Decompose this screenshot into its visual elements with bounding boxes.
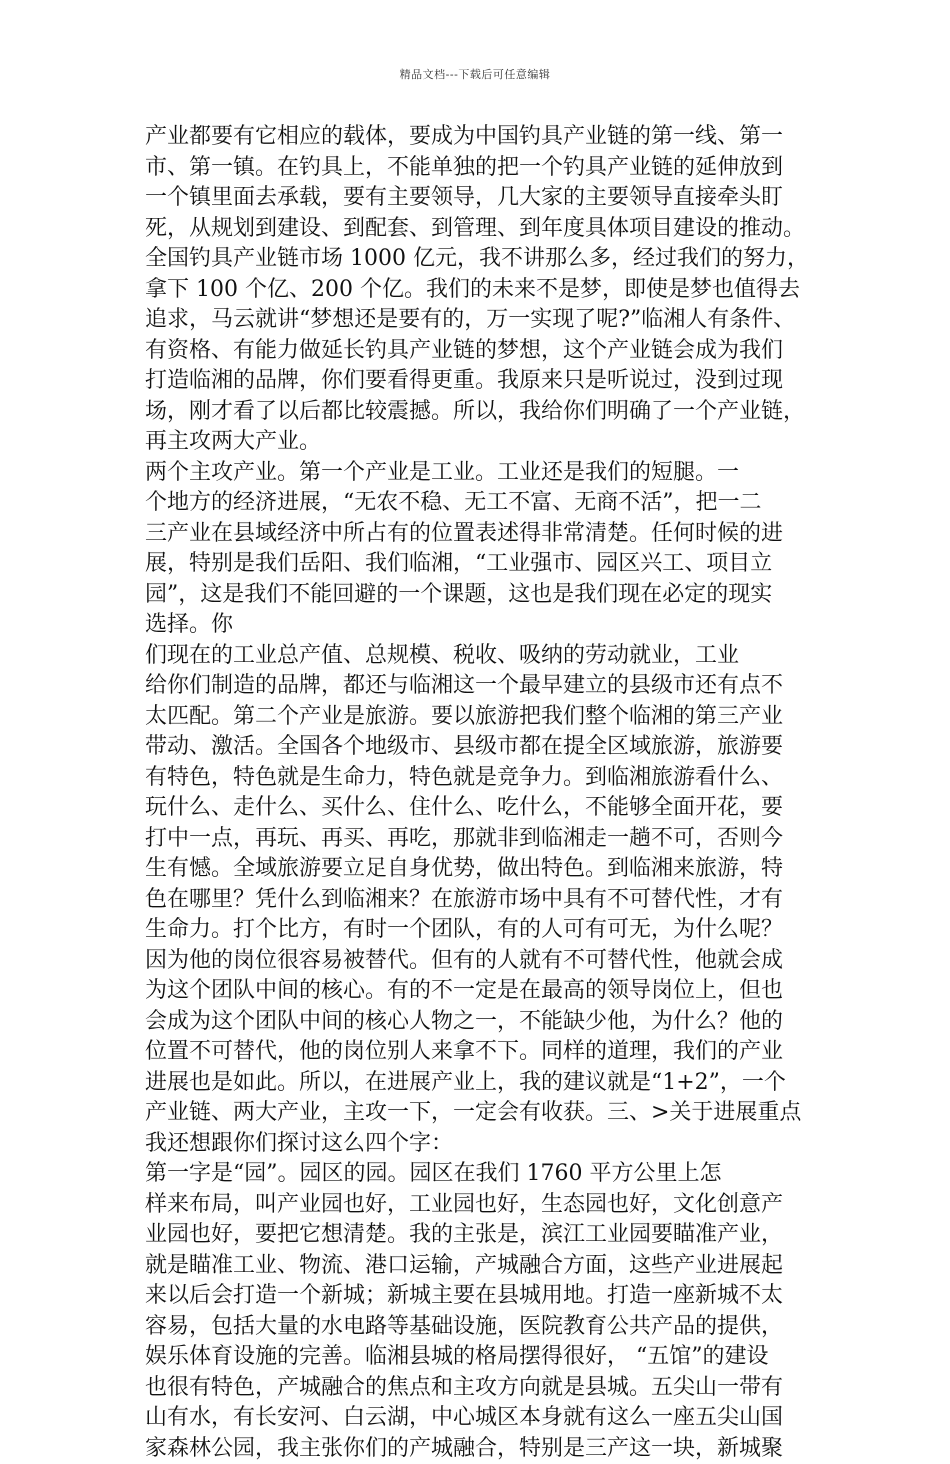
text-line: 为这个团队中间的核心。有的不一定是在最高的领导岗位上，但也 [145, 976, 817, 1007]
text-line: 家森林公园，我主张你们的产城融合，特别是三产这一块，新城聚 [145, 1434, 817, 1464]
text-line: 带动、激活。全国各个地级市、县级市都在提全区域旅游，旅游要 [145, 732, 817, 763]
text-line: 选择。你 [145, 610, 817, 641]
text-line: 我还想跟你们探讨这么四个字： [145, 1129, 817, 1160]
text-line: 个地方的经济进展，“无农不稳、无工不富、无商不活”，把一二 [145, 488, 817, 519]
text-line: 拿下 100 个亿、200 个亿。我们的未来不是梦，即使是梦也值得去 [145, 275, 817, 306]
text-line: 市、第一镇。在钓具上，不能单独的把一个钓具产业链的延伸放到 [145, 153, 817, 184]
text-line: 就是瞄准工业、物流、港口运输，产城融合方面，这些产业进展起 [145, 1251, 817, 1282]
text-line: 全国钓具产业链市场 1000 亿元，我不讲那么多，经过我们的努力， [145, 244, 817, 275]
text-line: 展，特别是我们岳阳、我们临湘，“工业强市、园区兴工、项目立 [145, 549, 817, 580]
text-line: 再主攻两大产业。 [145, 427, 817, 458]
text-line: 位置不可替代，他的岗位别人来拿不下。同样的道理，我们的产业 [145, 1037, 817, 1068]
text-line: 会成为这个团队中间的核心人物之一，不能缺少他，为什么？他的 [145, 1007, 817, 1038]
text-line: 死，从规划到建设、到配套、到管理、到年度具体项目建设的推动。 [145, 214, 817, 245]
text-line: 产业链、两大产业，主攻一下，一定会有收获。三、>关于进展重点 [145, 1098, 817, 1129]
text-line: 园”，这是我们不能回避的一个课题，这也是我们现在必定的现实 [145, 580, 817, 611]
text-line: 生命力。打个比方，有时一个团队，有的人可有可无，为什么呢？ [145, 915, 817, 946]
text-line: 色在哪里？凭什么到临湘来？在旅游市场中具有不可替代性，才有 [145, 885, 817, 916]
document-body [145, 122, 817, 1464]
text-line: 产业都要有它相应的载体，要成为中国钓具产业链的第一线、第一 [145, 122, 817, 153]
text-line: 来以后会打造一个新城；新城主要在县城用地。打造一座新城不太 [145, 1281, 817, 1312]
text-line: 三产业在县域经济中所占有的位置表述得非常清楚。任何时候的进 [145, 519, 817, 550]
text-line: 一个镇里面去承载，要有主要领导，几大家的主要领导直接牵头盯 [145, 183, 817, 214]
text-line: 样来布局，叫产业园也好，工业园也好，生态园也好，文化创意产 [145, 1190, 817, 1221]
text-line: 山有水，有长安河、白云湖，中心城区本身就有这么一座五尖山国 [145, 1403, 817, 1434]
text-line: 们现在的工业总产值、总规模、税收、吸纳的劳动就业，工业 [145, 641, 817, 672]
text-line: 进展也是如此。所以，在进展产业上，我的建议就是“1+2”，一个 [145, 1068, 817, 1099]
text-line: 玩什么、走什么、买什么、住什么、吃什么，不能够全面开花，要 [145, 793, 817, 824]
text-line: 有特色，特色就是生命力，特色就是竞争力。到临湘旅游看什么、 [145, 763, 817, 794]
text-line: 给你们制造的品牌，都还与临湘这一个最早建立的县级市还有点不 [145, 671, 817, 702]
text-line: 容易，包括大量的水电路等基础设施，医院教育公共产品的提供， [145, 1312, 817, 1343]
text-line: 两个主攻产业。第一个产业是工业。工业还是我们的短腿。一 [145, 458, 817, 489]
text-line: 也很有特色，产城融合的焦点和主攻方向就是县城。五尖山一带有 [145, 1373, 817, 1404]
text-line: 娱乐体育设施的完善。临湘县城的格局摆得很好， “五馆”的建设 [145, 1342, 817, 1373]
text-line: 太匹配。第二个产业是旅游。要以旅游把我们整个临湘的第三产业 [145, 702, 817, 733]
text-line: 第一字是“园”。园区的园。园区在我们 1760 平方公里上怎 [145, 1159, 817, 1190]
text-line: 追求，马云就讲“梦想还是要有的，万一实现了呢?”临湘人有条件、 [145, 305, 817, 336]
page-header: 精品文档---下载后可任意编辑 [0, 66, 950, 82]
text-line: 因为他的岗位很容易被替代。但有的人就有不可替代性，他就会成 [145, 946, 817, 977]
text-line: 有资格、有能力做延长钓具产业链的梦想，这个产业链会成为我们 [145, 336, 817, 367]
text-line: 打中一点，再玩、再买、再吃，那就非到临湘走一趟不可，否则今 [145, 824, 817, 855]
text-line: 生有憾。全域旅游要立足自身优势，做出特色。到临湘来旅游，特 [145, 854, 817, 885]
text-line: 业园也好，要把它想清楚。我的主张是，滨江工业园要瞄准产业， [145, 1220, 817, 1251]
text-line: 打造临湘的品牌，你们要看得更重。我原来只是听说过，没到过现 [145, 366, 817, 397]
text-line: 场，刚才看了以后都比较震撼。所以，我给你们明确了一个产业链， [145, 397, 817, 428]
